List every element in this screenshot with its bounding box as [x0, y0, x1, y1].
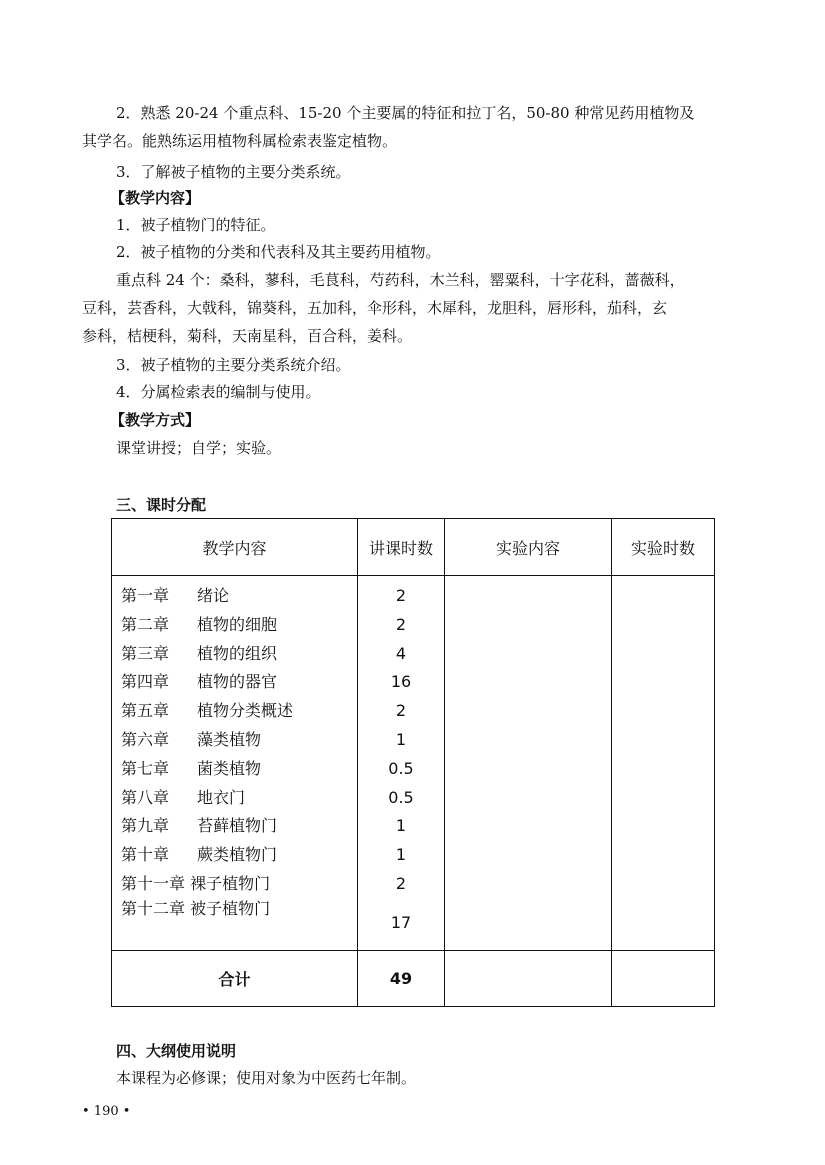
chapter-row: [112, 784, 357, 813]
paragraph-line: 豆科，芸香科，大戟科，锦葵科，五加科，伞形科，木犀科，龙胆科，唇形科，茄科，玄: [82, 299, 668, 317]
chapter-row: [112, 726, 357, 755]
subheading-teaching-content: 【教学内容】: [110, 189, 201, 207]
chapter-number: 第十章: [121, 845, 170, 865]
chapter-number: 第八章: [121, 787, 170, 807]
chapter-row: [112, 899, 357, 937]
hours-value: 17: [390, 912, 412, 932]
paragraph-line: 课堂讲授；自学；实验。: [116, 439, 282, 457]
chapter-row: [112, 755, 357, 784]
chapter-list-cell: [112, 576, 358, 951]
hours-value: 1: [395, 729, 407, 749]
section-3-title: 三、课时分配: [116, 496, 207, 514]
chapter-number: 第六章: [121, 729, 170, 749]
hours-value: 2: [395, 701, 407, 721]
paragraph-line: 2．熟悉 20-24 个重点科、15-20 个主要属的特征和拉丁名，50-80 种常见药用植物及: [116, 104, 695, 122]
chapter-number: 第十一章: [121, 873, 186, 893]
section-4-text: 本课程为必修课；使用对象为中医药七年制。: [116, 1069, 417, 1087]
paragraph-line: 重点科 24 个：桑科，蓼科，毛茛科，芍药科，木兰科，罂粟科，十字花科，蔷薇科，: [116, 271, 685, 289]
paragraph-line: 参科，桔梗科，菊科，天南星科，百合科，姜科。: [82, 327, 413, 345]
chapter-title: 地衣门: [197, 787, 246, 807]
total-lab-content: [445, 951, 612, 1007]
chapter-number: 第二章: [121, 614, 170, 634]
chapter-title: 被子植物门: [190, 898, 271, 918]
chapter-title: 植物的细胞: [197, 614, 278, 634]
chapter-row: [112, 582, 357, 611]
table-total-row: [112, 951, 715, 1007]
chapter-title: 裸子植物门: [190, 873, 271, 893]
chapter-title: 蕨类植物门: [197, 845, 278, 865]
chapter-title: 植物分类概述: [197, 701, 294, 721]
total-hours: 49: [358, 951, 445, 1007]
paragraph-line: 其学名。能熟练运用植物科属检索表鉴定植物。: [82, 132, 398, 150]
lecture-hours-cell: [358, 576, 445, 951]
header-teaching-content: 教学内容: [112, 519, 358, 576]
chapter-title: 绪论: [197, 586, 230, 605]
chapter-row: [112, 611, 357, 640]
chapter-number: 第四章: [121, 672, 170, 692]
chapter-row: [112, 697, 357, 726]
page-number: • 190 •: [82, 1104, 131, 1119]
hours-value: 1: [395, 816, 407, 836]
hours-value: 2: [395, 586, 407, 605]
chapter-row: [112, 812, 357, 841]
hours-value: 1: [395, 845, 407, 865]
chapter-title: 植物的器官: [197, 672, 278, 692]
hours-value: 2: [395, 614, 407, 634]
hours-value: 0.5: [388, 787, 414, 807]
chapter-title: 苔藓植物门: [197, 816, 278, 836]
hours-value: 4: [395, 643, 407, 663]
total-lab-hours: [612, 951, 715, 1007]
table-header-row: [112, 519, 715, 576]
lab-content-cell: [445, 576, 612, 951]
chapter-row: [112, 870, 357, 899]
hours-value: 16: [390, 672, 412, 692]
class-hours-table: [111, 518, 715, 1007]
section-4-title: 四、大纲使用说明: [116, 1042, 237, 1060]
paragraph-line: 3．了解被子植物的主要分类系统。: [116, 163, 351, 181]
chapter-number: 第一章: [121, 586, 170, 605]
chapter-row: [112, 668, 357, 697]
header-lecture-hours: 讲课时数: [358, 519, 445, 576]
header-lab-hours: 实验时数: [612, 519, 715, 576]
chapter-number: 第三章: [121, 643, 170, 663]
chapter-number: 第七章: [121, 758, 170, 778]
chapter-title: 植物的组织: [197, 643, 278, 663]
chapter-title: 藻类植物: [197, 729, 262, 749]
chapter-row: [112, 841, 357, 870]
paragraph-line: 1．被子植物门的特征。: [116, 216, 276, 234]
paragraph-line: 3．被子植物的主要分类系统介绍。: [116, 356, 351, 374]
chapter-number: 第五章: [121, 701, 170, 721]
chapter-number: 第十二章: [121, 898, 186, 918]
header-lab-content: 实验内容: [445, 519, 612, 576]
chapter-title: 菌类植物: [197, 758, 262, 778]
chapter-number: 第九章: [121, 816, 170, 836]
subheading-teaching-method: 【教学方式】: [110, 411, 201, 429]
lab-hours-cell: [612, 576, 715, 951]
hours-value: 0.5: [388, 758, 414, 778]
chapter-row: [112, 640, 357, 669]
paragraph-line: 4．分属检索表的编制与使用。: [116, 383, 321, 401]
table-body-row: [112, 576, 715, 951]
total-label: 合计: [112, 951, 358, 1007]
paragraph-line: 2．被子植物的分类和代表科及其主要药用植物。: [116, 243, 441, 261]
hours-value: 2: [395, 873, 407, 893]
